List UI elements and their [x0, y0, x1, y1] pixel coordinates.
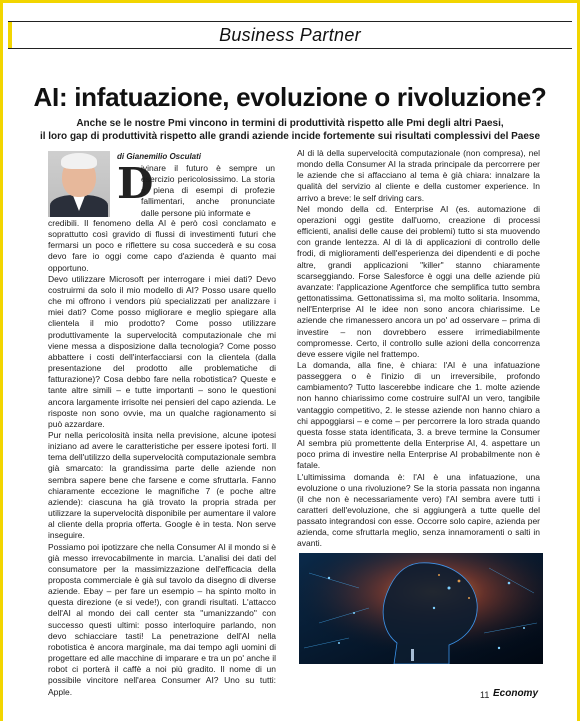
article-subhead [30, 117, 550, 143]
right-paragraph: Nel mondo della cd. Enterprise AI (es. automazione di operazioni oggi gestite dall'uomo, creazione di processi efficienti, analisi delle cause dei problemi) tutto si sta muovendo con grande lentezza. Al di là di applicazioni di controllo delle frodi, di miglioramenti dell'esperienza dei dipendenti e di poche altre, grandi applicazioni "killer" stanno chiaramente scarseggiando. Forse Salesforce è oggi una delle aziende più avanzate: l'applicazione Agentforce che semplifica tutto sembra gettonatissima. Gettonatissima sì, ma molto solitaria. Insomma, nell'Enterprise AI le idee non sono ancora chiarissime. Le aziende che rimanessero ancora un po' ad osservare – prima di investire – non dovrebbero essere irrimediabilmente compromesse. Certo, il controllo sulle azioni della concorrenza deve essere vigile nel frattempo. [297, 203, 540, 359]
right-paragraph: Al di là della supervelocità computazionale (non compresa), nel mondo della Consumer AI la strada principale da percorrere per le aziende che si affacciano al tema è già chiara: innalzare la qualità del servizio al cliente e della customer experience. In arrivo a breve: le self driving cars. [297, 148, 540, 203]
page-border-top [0, 0, 580, 3]
magazine-logo: Economy [493, 688, 539, 699]
subhead-line-2: il loro gap di produttività rispetto alle grandi aziende incide fortemente sui risultati complessivi del Paese [39, 131, 541, 142]
author-byline: di Gianemilio Osculati [117, 152, 202, 161]
left-paragraph: Pur nella pericolosità insita nella previsione, alcune ipotesi iniziano ad avere le caratteristiche per essere ipotesi forti. Il tema dell'utilizzo della supervelocità computazionale sembra già smarcato: la grandissima parte delle aziende non sembra sapere bene che farsene e come sfruttarla. Fanno chiaramente eccezione le magnifiche 7 (e poche altre aziende): ciascuna ha già trovato la propria strada per utilizzare la supervelocità disponibile per aumentare il valore al cliente della propria offerta. Google è in testa. Non serve inseguire. [48, 429, 276, 541]
page-number: 11 [480, 690, 490, 700]
right-paragraph: L'ultimissima domanda è: l'AI è una infatuazione, una evoluzione o una rivoluzione? Se la storia passata non inganna (il che non è necessariamente vero) l'AI sembra avere tutti i caratteri dell'evoluzione, che si aggiungerà a tutte quelle del passato integrandosi con esse. Occorre solo capire, azienda per azienda, come sfruttarla meglio, senza innamoramenti o salti in avanti. [297, 471, 540, 549]
illustration-graphic [299, 553, 543, 664]
right-paragraph: La domanda, alla fine, è chiara: l'AI è una infatuazione passeggera o è l'inizio di un irreversibile, profondo cambiamento? Tutto lascerebbe indicare che 1. molte aziende non hanno chiarissimo come costruire sull'AI un vero, tangibile vantaggio competitivo, 2. le stesse aziende non hanno chiaro a chi appoggiarsi – e come – per percorrere la loro strada quando questa fosse stata identificata, 3. a breve termine la Consumer AI sembra più promettente della Enterprise AI, 4. aspettare un poco prima di investire nella Enterprise AI probabilmente non è fatale. [297, 359, 540, 471]
subhead-line-1: Anche se le nostre Pmi vincono in termini di produttività rispetto alle Pmi degli altri Paesi, [76, 118, 504, 129]
left-paragraph: credibili. Il fenomeno della AI è però così conclamato e soprattutto così gravido di flussi di investimenti futuri che fermarsi un poco e riflettere su cosa succederà e su cosa devo fare io oggi come capo d'azienda è quanto mai opportuno. [48, 218, 276, 273]
intro-paragraph [141, 163, 275, 219]
ai-robot-head-illustration [299, 553, 543, 664]
intro-text: ivinare il futuro è sempre un esercizio pericolosissimo. La storia è piena di esempi di profezie fallimentari, anche pronunciate dalle persone più informate e [141, 163, 275, 218]
section-title: Business Partner [219, 25, 361, 45]
right-column [297, 148, 540, 550]
photo-hair [61, 153, 97, 169]
left-column [48, 218, 276, 698]
article-headline: AI: infatuazione, evoluzione o rivoluzione? [33, 82, 547, 112]
section-header-band [8, 21, 572, 49]
left-paragraph: Devo utilizzare Microsoft per interrogare i miei dati? Devo costruirmi da solo il mio modello di AI? Posso usare quello che mi offrono i vendors più specializzati per analizzare i miei dati? Come posso migliorare e meglio spiegare alla clientela il mio prodotto? Come posso utilizzare produttivamente la supervelocità computazionale che mi viene messa a disposizione dalla tecnologia? Come posso abbattere i costi dell'interfacciarsi con la clientela (dalla presentazione del prodotto alle problematiche di fatturazione)? Cosa debbo fare nella robotistica? Queste e tante altre simili – e tutte importanti – sono le questioni ancora largamente irrisolte nei pensieri del capo azienda. Le risposte non sono ovvie, ma un qualche ragionamento si può azzardare. [48, 273, 276, 429]
author-photo [48, 151, 110, 217]
left-paragraph: Possiamo poi ipotizzare che nella Consumer AI il mondo si è già messo irrevocabilmente in marcia. L'analisi dei dati del consumatore per la massimizzazione dell'efficacia della proposta commerciale è già sul tavolo da disegno di diverse aziende. Ebay – per fare un esempio – ha spinto molto in questa direzione (e si vede!), con grandi risultati. L'attacco dell'AI al mondo dei call center sta "umanizzando" con successo questi ultimi: posso interloquire parlando, non devo schiacciare tasti! La penetrazione dell'AI nella robotistica è ancora marginale, ma dai tempo agli uomini di progettare ed alle macchine di imparare e tra un po' anche il robot ci porterà il caffè a noi più gradito. Il nome di un possibile vincitore nell'area Consumer AI? Uno su tutti: Apple. [48, 541, 276, 697]
drop-cap: D [117, 159, 154, 208]
page-border-left [0, 0, 3, 721]
